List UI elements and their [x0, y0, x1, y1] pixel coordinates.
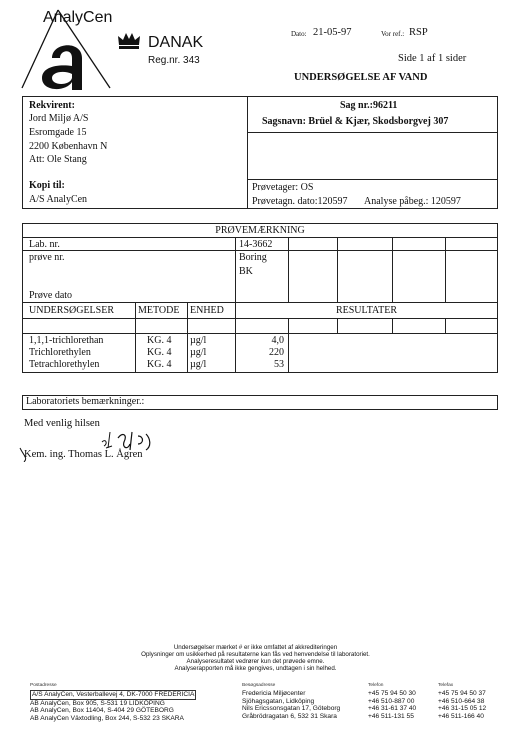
remarks-label: Laboratoriets bemærkninger.:	[26, 396, 145, 407]
footer-besog-head: Besøgsadresse	[242, 683, 276, 688]
note-line: Analyseresultatet vedrører kun det prøvede emne.	[186, 658, 325, 665]
dato-value: 21-05-97	[313, 27, 352, 38]
ref-label: Vor ref.:	[381, 30, 405, 38]
signer-name: Kem. ing. Thomas L. Ågren	[24, 449, 143, 460]
greeting: Med venlig hilsen	[24, 418, 100, 429]
provetagn-dato: Prøvetagn. dato:120597	[252, 196, 348, 207]
footer-post-line: AB AnalyCen, Box 11404, S-404 29 GÖTEBORG	[30, 707, 174, 715]
kopi-value: A/S AnalyCen	[29, 194, 88, 205]
note-line: Analyserapporten må ikke gengives, undtagen i sin helhed.	[174, 665, 337, 672]
footer-post-line: AB AnalyCen, Box 905, S-531 19 LIDKÖPING	[30, 699, 165, 707]
result-value: 220	[269, 347, 284, 358]
prove-label: prøve nr.	[29, 252, 65, 263]
logo-text: AnalyCen	[43, 9, 113, 26]
footer-besog	[242, 682, 340, 721]
crown-icon	[116, 30, 142, 52]
footer-fax-line: +46 511-166 40	[438, 713, 484, 721]
sag-number: Sag nr.:96211	[340, 100, 398, 111]
note-line: Oplysninger om usikkerhed på resultaterne kan fås ved henvendelse til laboratoriet.	[141, 651, 370, 658]
footer-tel-line: +46 510-887 00	[368, 697, 415, 705]
footer-post-line: A/S AnalyCen, Vesterballevej 4, DK-7000 FREDERICIA	[32, 690, 195, 698]
ref-value: RSP	[409, 27, 428, 38]
col-metode: METODE	[138, 305, 180, 316]
result-enhed: µg/l	[190, 347, 207, 358]
prove-value-bk: BK	[239, 266, 253, 277]
result-value: 4,0	[271, 335, 284, 346]
footer-post-line: AB AnalyCen Växtodling, Box 244, S-532 23 SKARA	[30, 715, 184, 723]
footer-besog-line: Gråbrödragatan 6, 532 31 Skara	[242, 713, 337, 721]
analyse-dato: Analyse påbeg.: 120597	[364, 196, 461, 207]
col-undersogelser: UNDERSØGELSER	[29, 305, 115, 316]
reg-number: Reg.nr. 343	[148, 55, 200, 66]
footer-besog-line: Nils Ericssonsgatan 17, Göteborg	[242, 705, 341, 713]
client-street: Esromgade 15	[29, 127, 87, 138]
result-enhed: µg/l	[190, 359, 207, 370]
result-name: Tetrachlorethylen	[29, 359, 100, 370]
footer-tel-line: +46 31-61 37 40	[368, 705, 417, 713]
result-name: 1,1,1-trichlorethan	[29, 335, 104, 346]
lab-value: 14-3662	[239, 239, 273, 250]
footer-tel-line: +45 75 94 50 30	[368, 689, 416, 697]
footer-fax-line: +45 75 94 50 37	[438, 689, 486, 697]
rekvirent-label: Rekvirent:	[29, 100, 75, 111]
footer-besog-line: Sjöhagsgatan, Lidköping	[242, 697, 315, 705]
footer-fax-head: Telefax	[438, 683, 454, 688]
footer-post	[30, 682, 196, 723]
footer-tel-line: +46 511-131 55	[368, 713, 414, 721]
footer-post-head: Postadresse	[30, 683, 57, 688]
result-metode: KG. 4	[147, 359, 172, 370]
col-enhed: ENHED	[190, 305, 224, 316]
result-name: Trichlorethylen	[29, 347, 91, 358]
note-line: Undersøgelser mærket # er ikke omfattet af akkrediteringen	[173, 644, 338, 651]
footer-tel-head: Telefon	[368, 683, 384, 688]
report-title: UNDERSØGELSE AF VAND	[294, 72, 428, 83]
client-city: 2200 København N	[29, 141, 108, 152]
danak-text: DANAK	[148, 34, 204, 51]
sagsnavn: Sagsnavn: Brüel & Kjær, Skodsborgvej 307	[262, 116, 449, 127]
page-indicator: Side 1 af 1 sider	[398, 53, 467, 64]
lab-label: Lab. nr.	[29, 239, 60, 250]
result-enhed: µg/l	[190, 335, 207, 346]
client-att: Att: Ole Stang	[29, 154, 87, 165]
footer-tel	[368, 682, 416, 721]
result-metode: KG. 4	[147, 347, 172, 358]
client-name: Jord Miljø A/S	[29, 113, 89, 124]
footer-fax-line: +46 510-664 38	[438, 697, 485, 705]
footer-fax-line: +46 31-15 05 12	[438, 705, 487, 713]
dato-label: Dato:	[291, 30, 307, 38]
footer-fax	[438, 682, 486, 721]
result-value: 53	[274, 359, 284, 370]
provetager: Prøvetager: OS	[252, 182, 314, 193]
kopi-label: Kopi til:	[29, 180, 65, 191]
result-metode: KG. 4	[147, 335, 172, 346]
sample-title: PRØVEMÆRKNING	[215, 225, 305, 236]
prove-value-boring: Boring	[239, 252, 267, 263]
col-resultater: RESULTATER	[335, 305, 398, 316]
prove-dato-label: Prøve dato	[29, 290, 73, 301]
footer-besog-line: Fredericia Miljøcenter	[242, 689, 306, 697]
